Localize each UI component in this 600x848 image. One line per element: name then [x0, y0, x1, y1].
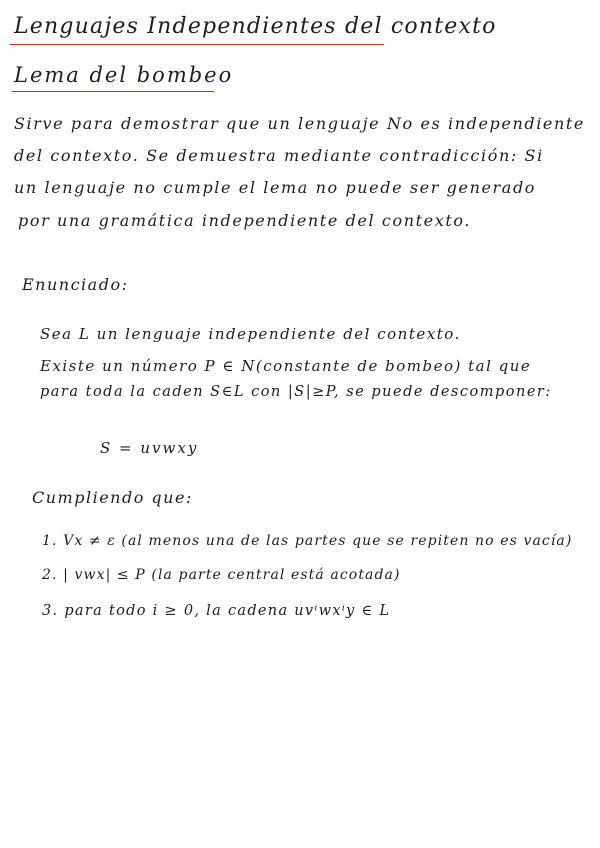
- intro-line-1: Sirve para demostrar que un lenguaje No es independiente: [14, 114, 586, 133]
- title-underline: [10, 44, 384, 45]
- condition-1: 1. Vx ≠ ε (al menos una de las partes que se repiten no es vacía): [42, 533, 573, 549]
- intro-line-3: un lenguaje no cumple el lema no puede ser generado: [14, 178, 537, 197]
- condition-3: 3. para todo i ≥ 0, la cadena uvⁱwxⁱy ∈ L: [42, 603, 391, 619]
- enunciado-heading: Enunciado:: [22, 275, 129, 294]
- page-title: Lenguajes Independientes del contexto: [14, 14, 497, 39]
- section-title: Lema del bombeo: [14, 63, 234, 87]
- enunciado-line-3: para toda la caden S∈L con |S|≥P, se puede descomponer:: [40, 384, 552, 400]
- conditions-heading: Cumpliendo que:: [32, 488, 193, 507]
- enunciado-line-2: Existe un número P ∈ N(constante de bombeo) tal que: [40, 357, 532, 375]
- section-underline: [12, 91, 214, 92]
- enunciado-line-1: Sea L un lenguaje independiente del contexto.: [40, 325, 461, 343]
- intro-line-2: del contexto. Se demuestra mediante contradicción: Si: [14, 146, 544, 165]
- decomposition-formula: S = uvwxy: [100, 439, 199, 457]
- intro-line-4: por una gramática independiente del contexto.: [18, 211, 471, 230]
- condition-2: 2. | vwx| ≤ P (la parte central está acotada): [42, 567, 401, 583]
